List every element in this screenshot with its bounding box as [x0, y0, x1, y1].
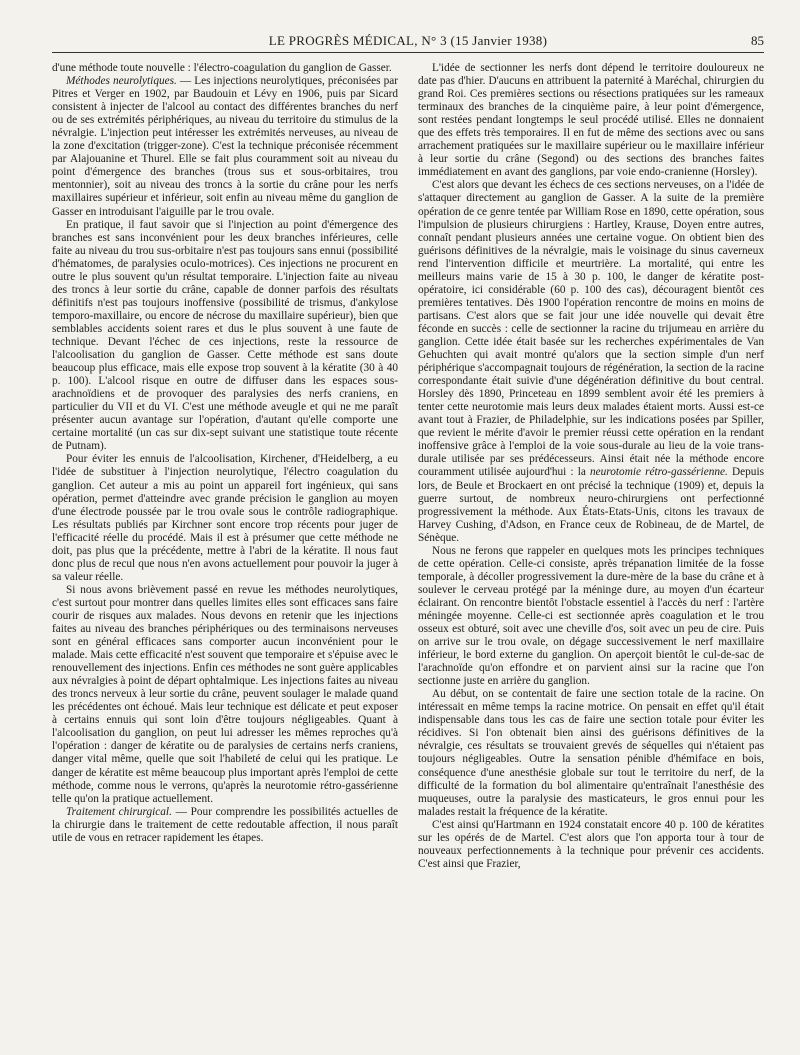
paragraph: Au début, on se contentait de faire une section totale de la racine. On intéressait en même temps la racine motrice. On pensait en effet qu'il était indispensable dans tous les cas de faire une section totale pour éviter les récidives. Si l'on obtenait bien ainsi des guérisons définitives de la névralgie, ces résultats se trouvaient grevés de séquelles qui n'étaient pas toujours négligeables. Outre la sensation pénible d'hémiface en bois, conséquence d'une anesthésie globale sur tout le territoire du nerf, de la difficulté de la formation du bol alimentaire qu'entraînait l'anesthésie des muqueuses, outre la paralysie des masticateurs, le gros ennui pour les malades restait la fréquence de la kératite.: [418, 688, 764, 818]
paragraph: Si nous avons brièvement passé en revue les méthodes neurolytiques, c'est surtout pour montrer dans quelles limites elles sont efficaces sans faire courir de risques aux malades. Nous devons en retenir que les injections faites au niveau des branches périphériques ou des terminaisons nerveuses sont en général efficaces sans comporter aucun inconvénient pour le malade. Mais cette efficacité n'est souvent que temporaire et s'épuise avec le renouvellement des injections. Enfin ces méthodes ne sont guère applicables aux névralgies à point de départ ophtalmique. Les injections faites au niveau des troncs nerveux à leur sortie du crâne, peuvent soulager le malade quand les précédentes ont échoué. Mais leur technique est délicate et peut exposer à certains ennuis qui sont loin d'être toujours négligeables. Quant à l'alcoolisation du ganglion, on peut lui adresser les mêmes reproches qu'à l'opération : danger de kératite ou de paralysies de certains nerfs craniens, danger vital même, quelle que soit l'habileté de celui qui les pratique. Le danger de kératite est même beaucoup plus important après l'emploi de cette méthode, comme nous le verrons, qu'après la neurotomie rétro-gassérienne telle qu'on la pratique actuellement.: [52, 583, 398, 805]
paragraph-text: — Pour comprendre les possibilités actuelles de la chirurgie dans le traitement de cette redoutable affection, il nous paraît utile de vous en retracer rapidement les étapes.: [52, 805, 398, 844]
paragraph-text: — Les injections neurolytiques, préconisées par Pitres et Verger en 1902, par Baudouin et Lévy en 1906, puis par Sicard consistent à injecter de l'alcool au contact des différentes branches du nerf ou de ses extrémités périphériques, au niveau du territoire du stimulus de la névralgie. L'injection peut intéresser les extrémités nerveuses, au niveau de la zone d'excitation (trigger-zone). C'est la technique préconisée récemment par Alajouanine et Thurel. Elle se fait plus couramment soit au niveau du point d'émergence des branches (trous sus et sous-orbitaires, trou mentonnier), soit au niveau des troncs à la sortie du crâne pour les nerfs maxillaires supérieur et inférieur, soit enfin au niveau même du ganglion de Gasser en introduisant l'aiguille par le trou ovale.: [52, 75, 398, 218]
running-header: [52, 33, 764, 51]
left-column: [52, 62, 398, 845]
paragraph: d'une méthode toute nouvelle : l'électro-coagulation du ganglion de Gasser.: [52, 62, 392, 74]
paragraph: C'est ainsi qu'Hartmann en 1924 constatait encore 40 p. 100 de kératites sur les opérés de de Martel. C'est alors que l'on apporta tour à tour de nouveaux perfectionnements à la technique pour prévenir ces accidents. C'est ainsi que Frazier,: [418, 818, 764, 870]
paragraph-text: C'est alors que devant les échecs de ces sections nerveuses, on a l'idée de s'attaquer directement au ganglion de Gasser. A la suite de la première opération de ce genre tentée par William Rose en 1890, cette opération, sous l'impulsion de plusieurs chirurgiens : Hartley, Krause, Doyen entre autres, connaît pendant plusieurs années une certaine vogue. On obtient bien des guérisons définitives de la névralgie, mais le voisinage du sinus caverneux rend l'intervention difficile et meurtrière. La mortalité, qui entre les meilleurs mains varie de 15 à 30 p. 100, le danger de kératite post-opératoire, ici considérable (60 p. 100 des cas), découragent bientôt ces premières tentatives. Dès 1900 l'opération rencontre de moins en moins de partisans. C'est alors que se fait jour une idée nouvelle qui devait être féconde en succès : celle de sectionner la racine du trijumeau en arrière du ganglion. Cette idée était basée sur les recherches expérimentales de Van Gehuchten qui avait montré qu'alors que la section simple d'un nerf périphérique s'accompagnait toujours de régénération, la section de la racine correspondante était suivie d'une dégénération définitive du bout central. Horsley dès 1890, Princeteau en 1899 semblent avoir été les premiers à tenter cette neurotomie mais leurs deux malades étaient morts. Aussi est-ce avant tout à Frazier, de Philadelphie, sur les indications posées par Spiller, que revient le mérite d'avoir le premier réussi cette opération en la rendant inoffensive grâce à l'emploi de la voie sous-durale au lieu de la voie trans-durale utilisée par ses prédécesseurs. Ainsi était née la méthode encore couramment utilisée aujourd'hui : la: [418, 179, 764, 479]
paragraph-neurolytic-methods: [52, 75, 398, 219]
paragraph-surgical-treatment: [52, 806, 398, 845]
paragraph: Pour éviter les ennuis de l'alcoolisation, Kirchener, d'Heidelberg, a eu l'idée de substituer à l'injection neurolytique, l'électro coagulation du ganglion. Cet auteur a mis au point un appareil fort ingénieux, qui sans opération, permet d'atteindre avec grande précision le ganglion au moyen d'une électrode poussée par le trou ovale sous le contrôle radiographique. Les résultats publiés par Kirchner sont encore trop récents pour juger de l'efficacité réelle du procédé. Mais il est à présumer que cette méthode ne doit, pas plus que la précédente, mettre à l'abri de la kératite. Il nous faut donc plus de recul que nous n'en avons actuellement pour pouvoir la juger à sa valeur réelle.: [52, 453, 398, 583]
page-number: 85: [751, 33, 764, 48]
right-column: [418, 62, 764, 871]
paragraph-text: Depuis lors, de Beule et Brockaert en ont précisé la technique (1909) et, depuis la guerre surtout, de nombreux neuro-chirurgiens ont perfectionné progressivement la méthode. Aux États-Etats-Unis, citons les travaux de Harvey Cushing, d'Adson, en France ceux de Robineau, de de Martel, de Sénèque.: [418, 466, 764, 544]
italic-term: neurotomie rétro-gassérienne.: [589, 466, 728, 479]
paragraph: En pratique, il faut savoir que si l'injection au point d'émergence des branches est sans inconvénient pour les deux branches inférieures, celle faite au niveau du trou sus-orbitaire n'est pas toujours sans ennui (possibilité d'hématomes, de paralysies oculo-motrices). Ces injections ne procurent en outre le plus souvent qu'un résultat temporaire. L'injection faite au niveau des troncs à leur sortie du crâne, capable de donner parfois des résultats définitifs n'est pas toujours inoffensive (possibilité de trismus, d'ankylose temporo-maxillaire, ou encore de nécrose du maxillaire supérieur), bien que semblables accidents soient rares et dus le plus souvent à une faute de technique. Devant l'échec de ces injections, reste la ressource de l'alcoolisation du ganglion de Gasser. Cette méthode est sans doute beaucoup plus efficace, mais elle expose trop souvent à la kératite (30 à 40 p. 100). L'alcool risque en outre de diffuser dans les espaces sous-arachnoïdiens et de provoquer des paralysies des nerfs craniens, en particulier du VII et du VI. C'est une méthode aveugle et qui ne me paraît présenter aucun avantage sur l'opération, d'autant qu'elle comporte une certaine mortalité (un cas sur dix-sept suivant une statistique toute récente de Putnam).: [52, 218, 398, 453]
section-heading-surgical: Traitement chirurgical.: [66, 805, 172, 818]
paragraph: [418, 179, 764, 544]
paragraph: L'idée de sectionner les nerfs dont dépend le territoire douloureux ne date pas d'hier. D'aucuns en attribuent la paternité à Maréchal, chirurgien du grand Roi. Ces premières sections ou résections pratiquées sur les rameaux terminaux des branches de la cinquième paire, à leur point d'émergence, sont restées pendant longtemps le seul procédé utilisé. Elles ne donnaient que des effets très temporaires. Il en fut de même des sections avec ou sans arrachement pratiquées sur le maxillaire supérieur ou le maxillaire inférieur à leur sortie du crâne (Segond) ou des sections des branches faites immédiatement en avant des ganglions, par voie endo-cranienne (Horsley).: [418, 62, 764, 179]
header-rule: [52, 52, 764, 53]
section-heading-neurolytic: Méthodes neurolytiques.: [66, 75, 177, 88]
paragraph: Nous ne ferons que rappeler en quelques mots les principes techniques de cette opération. Celle-ci consiste, après trépanation limitée de la fosse temporale, à décoller progressivement la dure-mère de la base du crâne et à soulever le cerveau protégé par la méninge dure, au moyen d'un écarteur éclairant. On rencontre bientôt l'obstacle essentiel à l'accès du nerf : l'artère méningée moyenne. Celle-ci est sectionnée après coagulation et le trou osseux est obturé, soit avec une cheville d'os, soit avec un peu de cire. Puis on arrive sur le trou ovale, on dégage successivement le nerf maxillaire inférieur, le bord externe du ganglion. On aperçoit bientôt le cul-de-sac de l'arachnoïde qu'on effondre et on parvient ainsi sur la racine que l'on sectionne juste en arrière du ganglion.: [418, 544, 764, 688]
journal-title: LE PROGRÈS MÉDICAL, N° 3 (15 Janvier 1938): [268, 33, 548, 48]
